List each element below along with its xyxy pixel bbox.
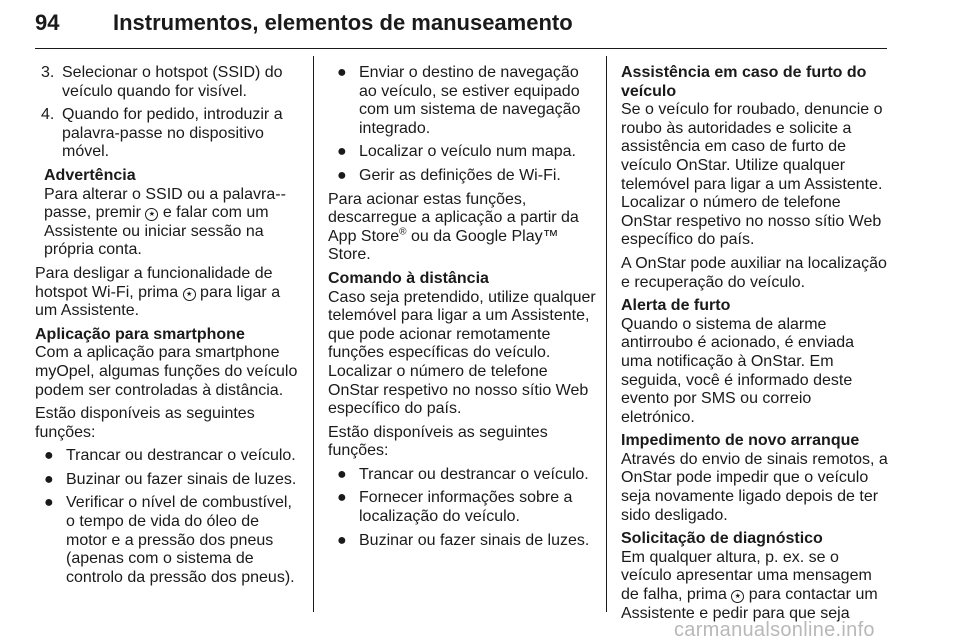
section-heading: Alerta de furto bbox=[621, 297, 731, 315]
column-1 bbox=[35, 64, 301, 592]
bullet-item: ● Fornecer informações sobre a localização do veículo. bbox=[337, 489, 573, 526]
paragraph: Em qualquer altura, p. ex. se o veículo apresentar uma mensagem de falha, prima ★ para contactar um Assistente e pedir para que seja bbox=[621, 548, 878, 622]
warning-text: Para alterar o SSID ou a palavra--passe, premir ★ e falar com um Assistente ou iniciar sessão na própria conta. bbox=[44, 185, 286, 259]
warning-heading: Advertência bbox=[44, 166, 136, 184]
paragraph: Para acionar estas funções, descarregue a aplicação a partir da App Store® ou da Google Play™ Store. bbox=[328, 190, 579, 264]
page-header bbox=[35, 4, 887, 49]
section-heading: Aplicação para smartphone bbox=[35, 325, 245, 343]
watermark: carmanualsonline.info bbox=[674, 619, 875, 641]
paragraph: Para desligar a funcionalidade de hotspot Wi-Fi, prima ★ para ligar a um Assistente. bbox=[35, 264, 281, 320]
paragraph: Com a aplicação para smartphone myOpel, algumas funções do veículo podem ser controladas à distância. bbox=[35, 344, 298, 399]
paragraph: Estão disponíveis as seguintes funções: bbox=[35, 405, 255, 441]
bullet-item: ● Localizar o veículo num mapa. bbox=[337, 143, 576, 161]
bullet-item: ● Buzinar ou fazer sinais de luzes. bbox=[337, 531, 590, 549]
paragraph: Através do envio de sinais remotos, a OnStar pode impedir que o veículo seja novamente ligado depois de ter sido desligado. bbox=[621, 450, 888, 524]
onstar-button-icon: ★ bbox=[731, 590, 744, 603]
onstar-button-icon: ★ bbox=[183, 288, 196, 301]
column-3 bbox=[621, 64, 889, 628]
onstar-button-icon: ★ bbox=[145, 208, 158, 221]
bullet-item: ● Enviar o destino de navegação ao veículo, se estiver equipado com um sistema de navegação integrado. bbox=[337, 64, 581, 137]
section-heading: Impedimento de novo arranque bbox=[621, 432, 860, 450]
bullet-item: ● Buzinar ou fazer sinais de luzes. bbox=[44, 470, 297, 488]
column-2 bbox=[328, 64, 596, 555]
warning-block bbox=[35, 167, 301, 260]
column-divider bbox=[606, 56, 607, 612]
bullet-item: ● Trancar ou destrancar o veículo. bbox=[337, 465, 589, 483]
bullet-item: ● Verificar o nível de combustível, o tempo de vida do óleo de motor e a pressão dos pneus (apenas com o sistema de controlo da pressão dos pneus). bbox=[44, 494, 295, 586]
section-heading: Solicitação de diagnóstico bbox=[621, 530, 823, 548]
list-item: 4. Quando for pedido, introduzir a palavra-passe no dispositivo móvel. bbox=[41, 106, 283, 161]
chapter-title: Instrumentos, elementos de manuseamento bbox=[113, 10, 573, 35]
paragraph: Quando o sistema de alarme antirroubo é acionado, é enviada uma notificação à OnStar. Em seguida, você é informado deste evento por SMS ou correio eletrónico. bbox=[621, 315, 855, 426]
paragraph: Caso seja pretendido, utilize qualquer telemóvel para ligar a um Assistente, que pode acionar remotamente funções específicas do veículo. Localizar o número de telefone OnStar respetivo no nosso sítio Web específico do país. bbox=[328, 288, 596, 418]
list-item: 3. Selecionar o hotspot (SSID) do veículo quando for visível. bbox=[41, 64, 283, 100]
bullet-item: ● Trancar ou destrancar o veículo. bbox=[44, 447, 296, 465]
section-heading: Assistência em caso de furto do veículo bbox=[621, 64, 867, 100]
paragraph: Estão disponíveis as seguintes funções: bbox=[328, 423, 548, 460]
paragraph: A OnStar pode auxiliar na localização e recuperação do veículo. bbox=[621, 254, 887, 291]
paragraph: Se o veículo for roubado, denuncie o roubo às autoridades e solicite a assistência em caso de furto de veículo OnStar. Utilize qualquer telemóvel para ligar a um Assistente. Localizar o número de telefone OnStar respetivo no nosso sítio Web específico do país. bbox=[621, 101, 883, 249]
bullet-item: ● Gerir as definições de Wi-Fi. bbox=[337, 166, 561, 184]
column-divider bbox=[313, 56, 314, 612]
section-heading: Comando à distância bbox=[328, 269, 489, 287]
page-number: 94 bbox=[35, 10, 60, 35]
